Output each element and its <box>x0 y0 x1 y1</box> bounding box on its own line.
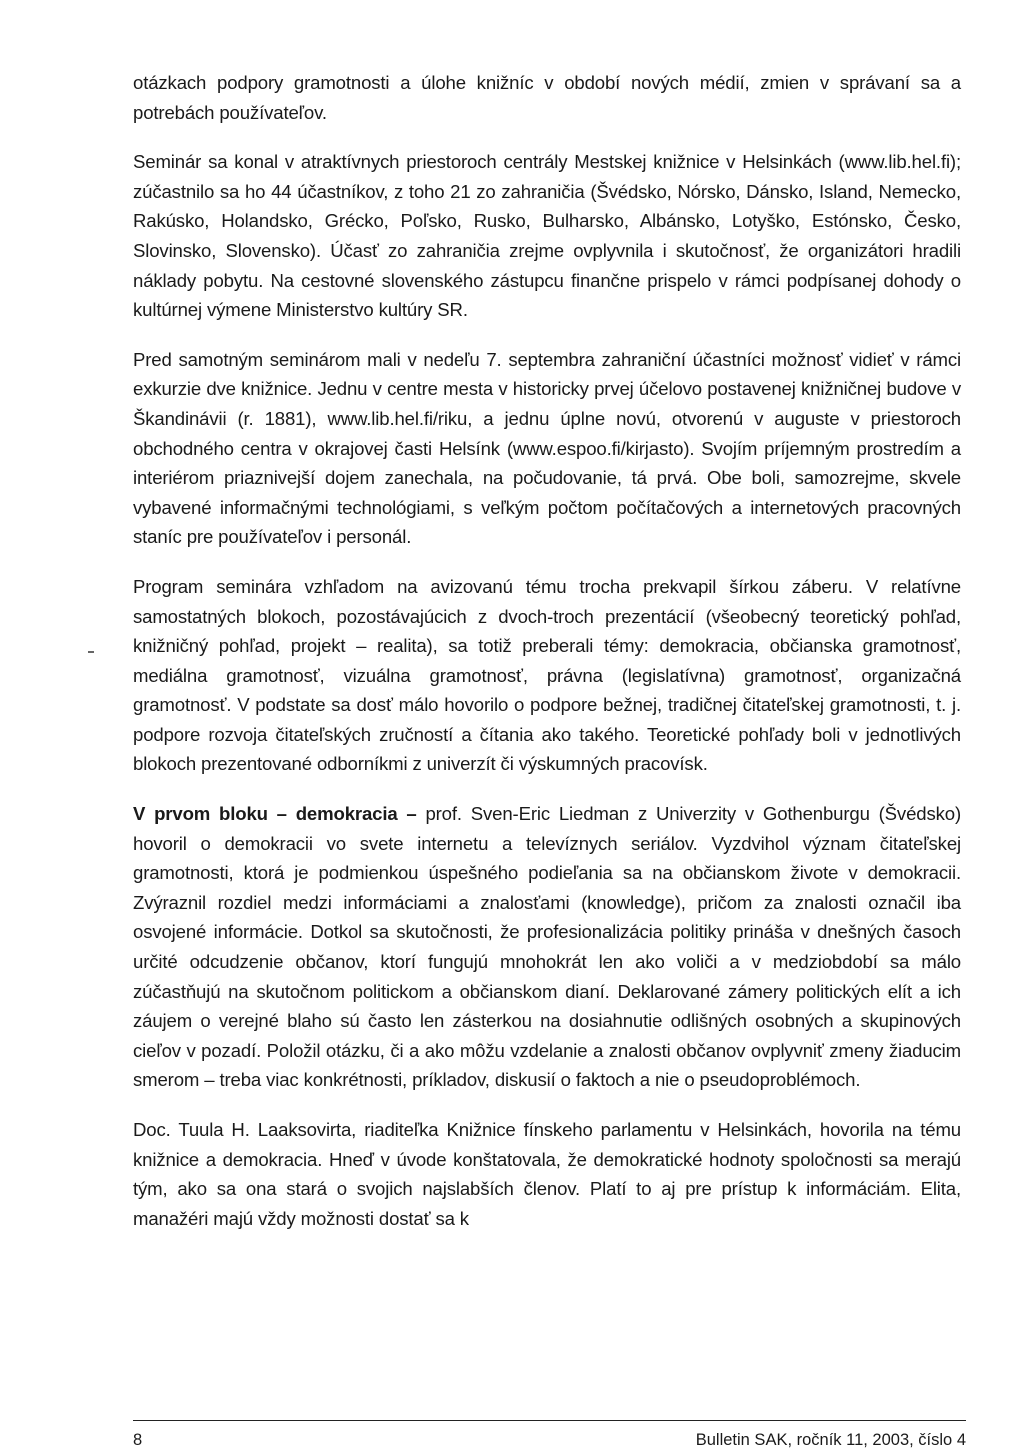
paragraph-seminar-venue: Seminár sa konal v atraktívnych priestoroch centrály Mestskej knižnice v Helsinkách (www.lib.hel.fi); zúčastnilo sa ho 44 účastníkov, z toho 21 zo zahraničia (Švédsko, Nórsko, Dánsko, Island, Nemecko, Rakúsko, Holandsko, Grécko, Poľsko, Rusko, Bulharsko, Albánsko, Lotyško, Estónsko, Česko, Slovinsko, Slovensko). Účasť zo zahraničia zrejme ovplyvnila i skutočnosť, že organizátori hradili náklady pobytu. Na cestovné slovenského zástupcu finančne prispelo v rámci podpísanej dohody o kultúrnej výmene Ministerstvo kultúry SR. <box>133 151 961 321</box>
margin-mark <box>88 651 94 653</box>
paragraph-program: Program seminára vzhľadom na avizovanú tému trocha prekvapil šírkou záberu. V relatívne samostatných blokoch, pozostávajúcich z dvoch-troch prezentácií (všeobecný teoretický pohľad, knižničný pohľad, projekt – realita), sa totiž preberali témy: demokracia, občianska gramotnosť, mediálna gramotnosť, vizuálna gramotnosť, právna (legislatívna) gramotnosť, organizačná gramotnosť. V podstate sa dosť málo hovorilo o podpore bežnej, tradičnej čitateľskej gramotnosti, t. j. podpore rozvoja čitateľských zručností a čítania ako takého. Teoretické pohľady boli v jednotlivých blokoch prezentované odborníkmi z univerzít či výskumných pracovísk. <box>133 575 961 775</box>
journal-citation: Bulletin SAK, ročník 11, 2003, číslo 4 <box>695 1431 966 1449</box>
paragraph-democracy-text: prof. Sven-Eric Liedman z Univerzity v Gothenburgu (Švédsko) hovoril o demokracii vo svete internetu a televíznych seriálov. Vyzdvihol význam čitateľskej gramotnosti, ktorá je podmienkou úspešného podieľania sa na občianskom živote v demokracii. Zvýraznil rozdiel medzi informáciami a znalosťami (knowledge), pričom za znalosti označil iba osvojené informácie. Dotkol sa skutočnosti, že profesionalizácia politiky prináša v dnešných časoch určité odcudzenie občanov, ktorí fungujú mnohokrát len ako voliči a v medziobdobí sa málo zúčastňujú na skutočnom politickom a občianskom dianí. Deklarované zámery politických elít a ich záujem o verejné blaho sú často len zásterkou na dosiahnutie odlišných osobných a skupinových cieľov v pozadí. Položil otázku, či a ako môžu vzdelanie a znalosti občanov ovplyvniť zmeny žiaducim smerom – treba viac konkrétnosti, príkladov, diskusií o faktoch a nie o pseudoproblémoch. <box>133 803 961 1091</box>
section-lead-heading: V prvom bloku – demokracia – <box>133 803 417 825</box>
footer-divider <box>133 1420 966 1421</box>
page-number: 8 <box>133 1431 143 1449</box>
paragraph-excursion: Pred samotným seminárom mali v nedeľu 7. septembra zahraniční účastníci možnosť vidieť v rámci exkurzie dve knižnice. Jednu v centre mesta v historicky prvej účelovo postavenej knižničnej budove v Škandinávii (r. 1881), www.lib.hel.fi/riku, a jednu úplne novú, otvorenú v auguste v priestoroch obchodného centra v okrajovej časti Helsínk (www.espoo.fi/kirjasto). Svojím príjemným prostredím a interiérom priaznivejší dojem zanechala, na počudovanie, tá prvá. Obe boli, samozrejme, skvele vybavené informačnými technológiami, s veľkým počtom počítačových a internetových pracovných staníc pre používateľov i personál. <box>133 348 961 548</box>
page-body <box>133 68 961 1233</box>
paragraph-democracy-block <box>133 799 961 1095</box>
paragraph-intro-continuation: otázkach podpory gramotnosti a úlohe knižníc v období nových médií, zmien v správaní sa a potrebách používateľov. <box>133 72 961 123</box>
paragraph-laaksovirta: Doc. Tuula H. Laaksovirta, riaditeľka Knižnice fínskeho parlamentu v Helsinkách, hovorila na tému knižnice a demokracia. Hneď v úvode konštatovala, že demokratické hodnoty spoločnosti sa merajú tým, ako sa ona stará o svojich najslabších členov. Platí to aj pre prístup k informáciám. Elita, manažéri majú vždy možnosti dostať sa k <box>133 1119 961 1229</box>
